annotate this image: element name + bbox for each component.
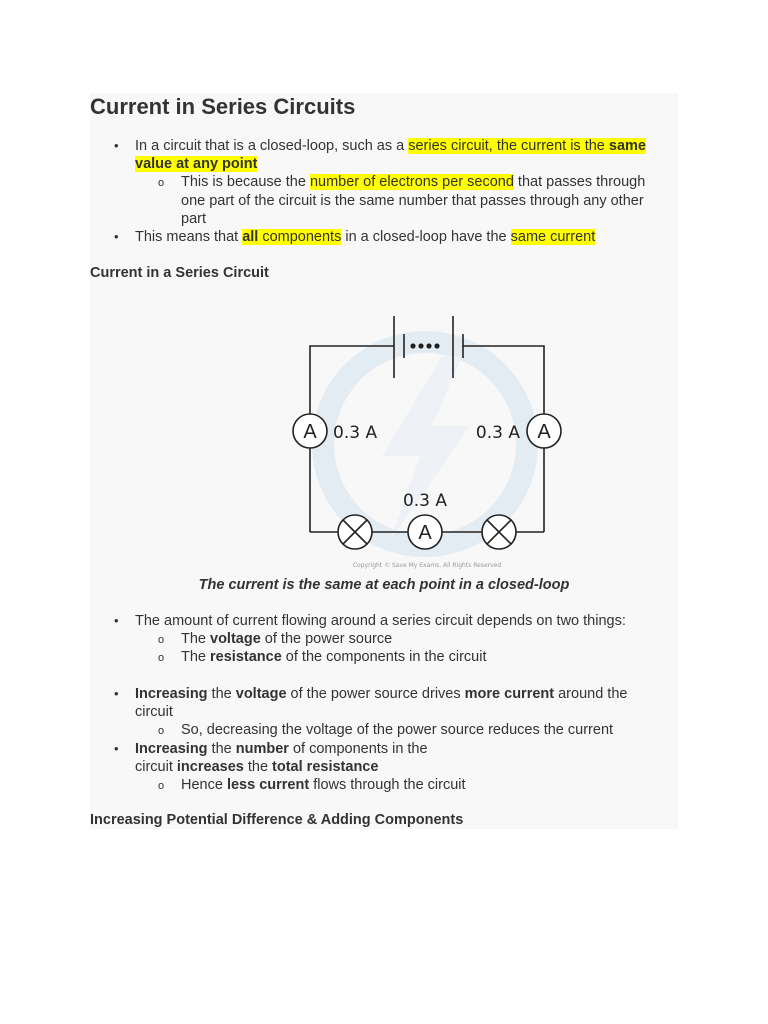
bold-text: less current: [226, 777, 310, 794]
sub-list-item: [90, 173, 690, 228]
list-item: • The amount of current flowing around a series circuit depends on two things:: [90, 612, 690, 630]
bold-text: increases: [176, 758, 244, 775]
highlight: [408, 138, 646, 154]
circuit-diagram: [90, 296, 678, 572]
ammeter-bottom: [408, 515, 442, 549]
lamp-left: [338, 515, 372, 549]
bold-text: Increasing: [135, 686, 208, 702]
bullet-list-intro: [90, 137, 690, 246]
bullet-list-effects: [90, 685, 690, 794]
bold-text: Increasing: [135, 740, 208, 757]
text: This means that: [135, 229, 243, 246]
text: series circuit, the current is the: [408, 138, 609, 154]
highlight: same current: [510, 229, 596, 246]
text: The: [181, 649, 211, 666]
text: components: [258, 229, 342, 246]
text: the: [243, 758, 273, 775]
text: of the power source: [260, 631, 393, 648]
bold-text: all: [242, 229, 259, 246]
lamp-right: [482, 515, 516, 549]
bold-text: more current: [464, 686, 555, 702]
highlight: [242, 229, 341, 245]
sub-list-item: o So, decreasing the voltage of the power source reduces the current: [90, 721, 690, 739]
bold-text: same: [608, 138, 646, 154]
bold-text: voltage: [210, 631, 261, 648]
figure-caption: The current is the same at each point in a closed-loop: [198, 577, 570, 593]
bold-text: number: [235, 740, 289, 757]
text: Hence: [181, 777, 227, 794]
sub-list-item: [90, 630, 690, 648]
text: of components in the: [288, 740, 428, 757]
ammeter-symbol: A: [303, 421, 317, 443]
bold-text: value at any point: [135, 156, 258, 173]
text: the: [207, 686, 236, 702]
bold-text: total resistance: [272, 758, 379, 775]
text: that passes through: [513, 174, 646, 191]
ammeter-symbol: A: [537, 421, 551, 443]
ammeter-right: [527, 414, 561, 448]
text: one part of the circuit is the same number that passes through any other: [181, 192, 644, 209]
text: The: [181, 631, 211, 648]
copyright-notice: Copyright © Save My Exams. All Rights Reserved: [352, 562, 502, 569]
text: the: [207, 740, 236, 757]
list-item: [90, 740, 690, 776]
current-label-right: 0.3 A: [475, 423, 520, 443]
ammeter-left: [293, 414, 327, 448]
text: circuit: [135, 758, 177, 775]
text: flows through the circuit: [309, 777, 466, 794]
page-title: Current in Series Circuits: [90, 94, 356, 119]
text: of the components in the circuit: [281, 649, 487, 666]
highlight: [135, 156, 257, 172]
text: around the: [554, 686, 628, 702]
sub-list-item: [90, 648, 690, 666]
text: part: [181, 210, 206, 227]
text: in a closed-loop have the: [341, 229, 511, 246]
current-label-bottom: 0.3 A: [402, 491, 448, 511]
list-item: [90, 228, 690, 246]
section-heading: Increasing Potential Difference & Adding Components: [90, 812, 464, 828]
bold-text: voltage: [235, 686, 287, 702]
text: circuit: [135, 704, 173, 721]
highlight: number of electrons per second: [309, 174, 514, 191]
current-label-left: 0.3 A: [333, 423, 378, 443]
text: In a circuit that is a closed-loop, such as a: [135, 138, 409, 154]
text: of the power source drives: [286, 686, 465, 702]
list-item: [90, 137, 690, 173]
section-heading: Current in a Series Circuit: [90, 265, 269, 281]
ammeter-symbol: A: [418, 522, 432, 544]
bullet-list-factors: [90, 612, 690, 667]
sub-list-item: [90, 776, 690, 794]
text: This is because the: [181, 174, 310, 191]
bold-text: resistance: [210, 649, 282, 666]
list-item: [90, 685, 690, 721]
